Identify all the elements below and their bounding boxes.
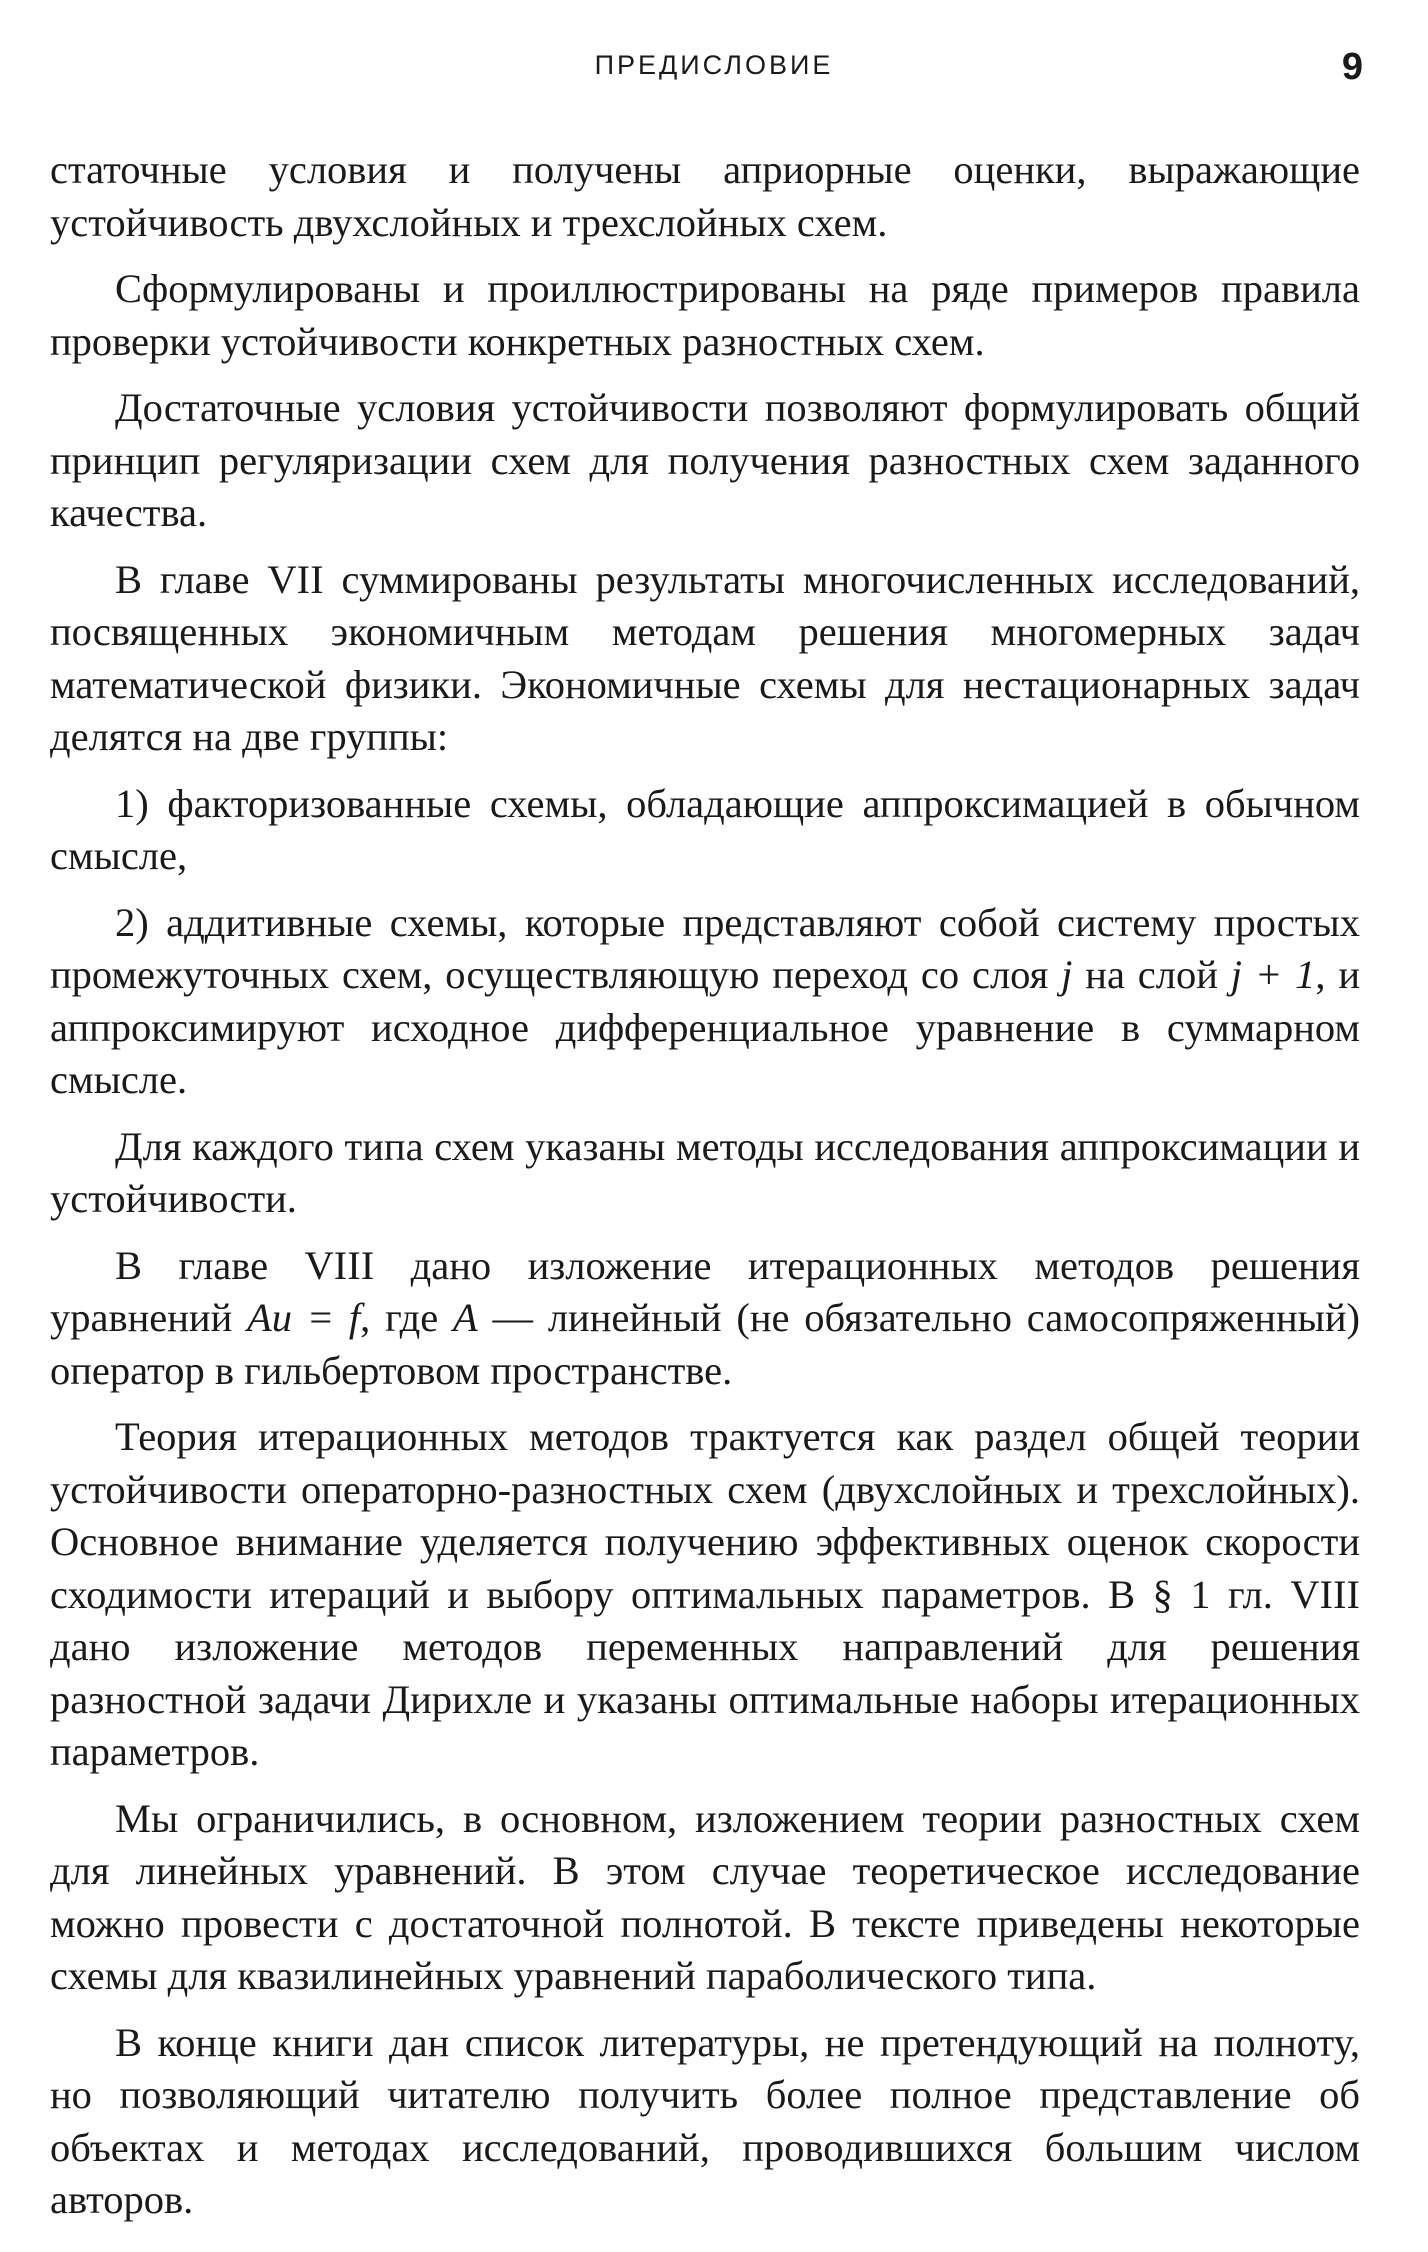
body-text <box>50 144 1360 2227</box>
paragraph: Сформулированы и проиллюстрированы на ряде примеров правила проверки устойчивости конкретных разностных схем. <box>50 266 1360 364</box>
list-item-2 <box>50 897 1360 1107</box>
paragraph: В главе VII суммированы результаты многочисленных исследований, посвященных экономичным методам решения многомерных задач математической физики. Экономичные схемы для нестационарных задач делятся на две группы: <box>50 556 1360 759</box>
paragraph-continuation: статочные условия и получены априорные оценки, выражающие устойчивость двухслойных и трехслойных схем. <box>50 147 1360 245</box>
running-title: ПРЕДИСЛОВИЕ <box>594 50 834 80</box>
paragraph: В конце книги дан список литературы, не претендующий на полноту, но позволяющий читателю получить более полное представление об объектах и методах исследований, проводившихся большим числом авторов. <box>50 2019 1360 2222</box>
math-inline: j + 1 <box>1230 952 1316 997</box>
text-run: , и аппроксимируют исходное дифференциальное уравнение в суммарном смысле. <box>50 952 1360 1102</box>
paragraph: Мы ограничились, в основном, изложением теории разностных схем для линейных уравнений. В этом случае теоретическое исследование можно провести с достаточной полнотой. В тексте приведены некоторые схемы для квазилинейных уравнений параболического типа. <box>50 1795 1360 1998</box>
paragraph <box>50 1240 1360 1398</box>
math-inline: j <box>1061 952 1073 997</box>
page-number: 9 <box>1341 46 1363 88</box>
paragraph: Теория итерационных методов трактуется как раздел общей теории устойчивости операторно-разностных схем (двухслойных и трехслойных). Основное внимание уделяется получению эффективных оценок скорости сходимости итераций и выбору оптимальных параметров. В § 1 гл. VIII дано изложение методов переменных направлений для решения разностной задачи Дирихле и указаны оптимальные наборы итерационных параметров. <box>50 1414 1360 1774</box>
text-run: на слой <box>1072 952 1231 997</box>
text-run: В главе VIII дано изложение итерационных методов решения уравнений <box>50 1242 1360 1340</box>
math-inline: A <box>453 1295 478 1340</box>
paragraph: Для каждого типа схем указаны методы исследования аппроксимации и устойчивости. <box>50 1123 1360 1221</box>
paragraph: Достаточные условия устойчивости позволяют формулировать общий принцип регуляризации схем для получения разностных схем заданного качества. <box>50 385 1360 535</box>
running-header <box>0 46 1428 90</box>
text-run: , где <box>360 1295 454 1340</box>
text-run: 2) аддитивные схемы, которые представляют собой систему простых промежуточных схем, осуществляющую переход со слоя <box>50 899 1360 997</box>
list-item-1: 1) факторизованные схемы, обладающие аппроксимацией в обычном смысле, <box>50 780 1360 878</box>
text-run: — линейный (не обязательно самосопряженный) оператор в гильбертовом пространстве. <box>50 1295 1360 1393</box>
math-inline: Au = f <box>247 1295 361 1340</box>
